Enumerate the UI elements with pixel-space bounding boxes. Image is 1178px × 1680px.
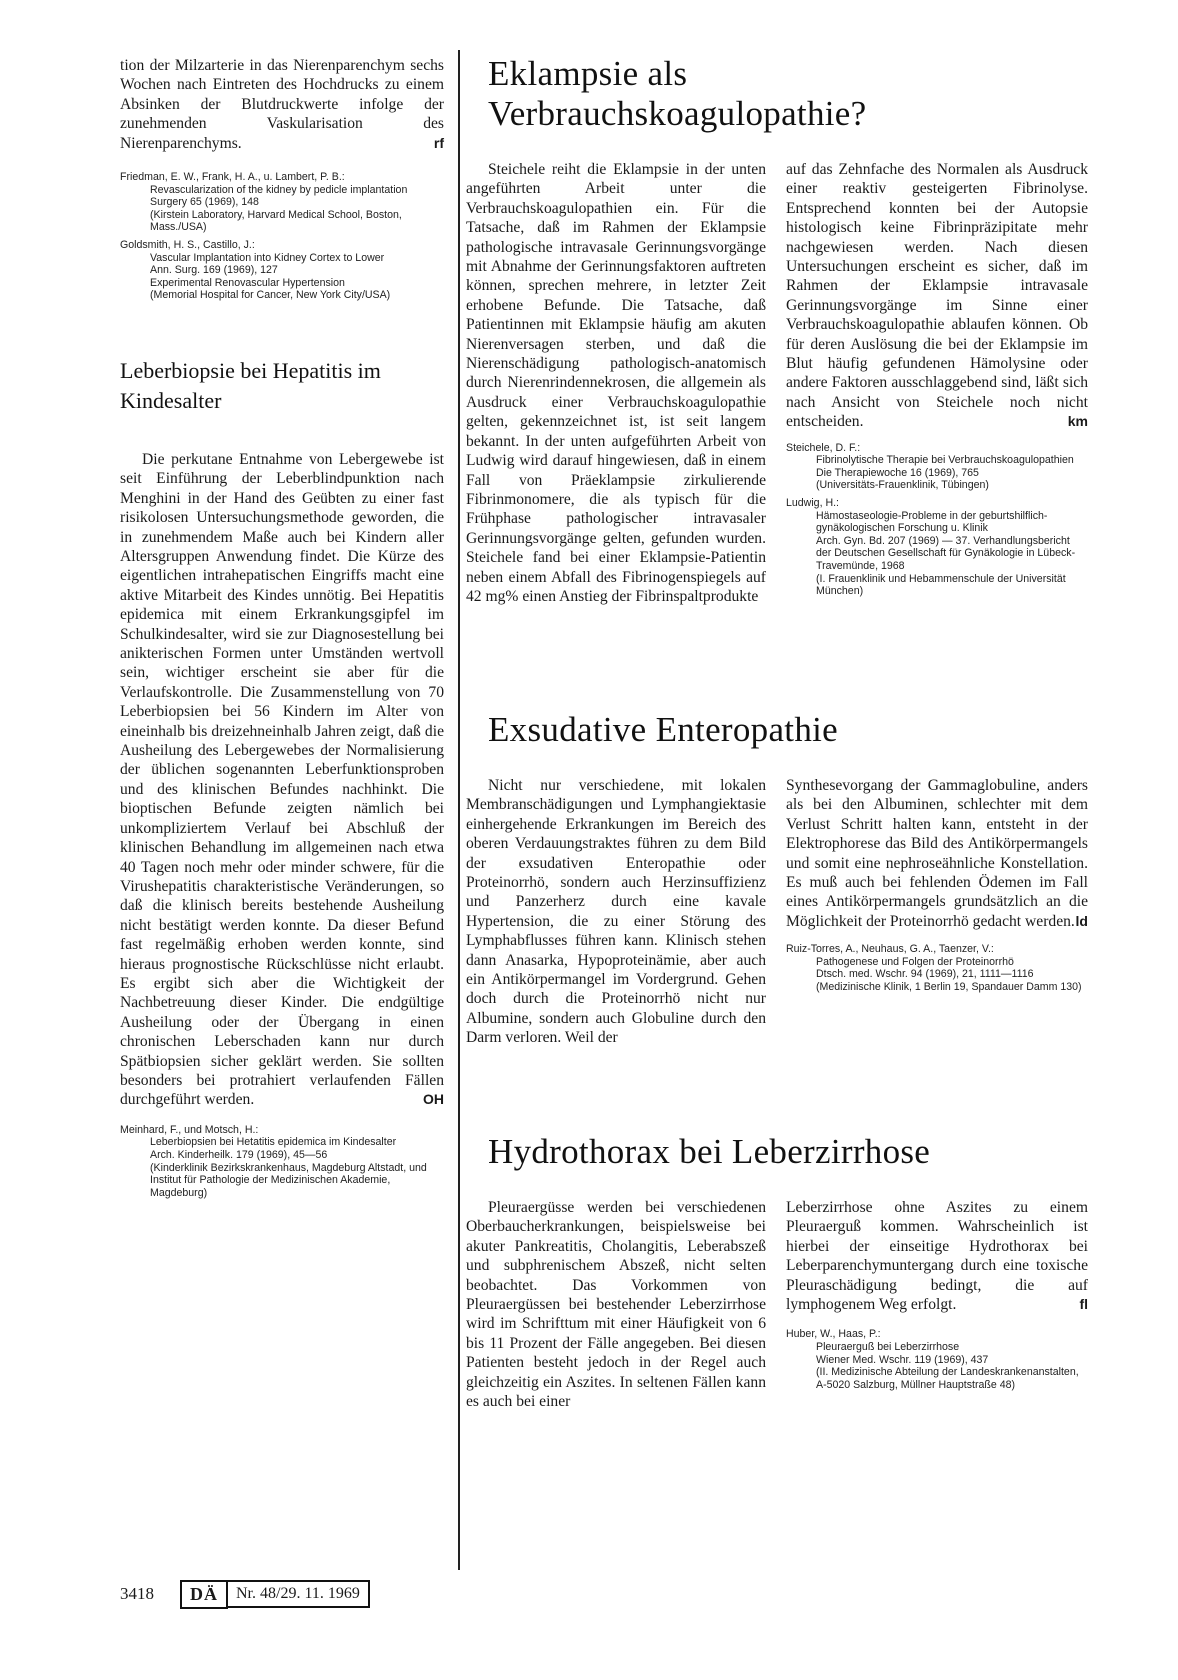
reference-line: Wiener Med. Wschr. 119 (1969), 437 bbox=[816, 1353, 989, 1366]
exsudative-column-2 bbox=[786, 776, 1088, 999]
eklampsie-references bbox=[786, 442, 1088, 598]
reference-author: Friedman, E. W., Frank, H. A., u. Lambert, P. B.: bbox=[120, 171, 345, 184]
reference-line: Pathogenese und Folgen der Proteinorrhö bbox=[816, 955, 1014, 968]
hydrothorax-references bbox=[786, 1328, 1088, 1391]
reference-line: Hämostaseologie-Probleme in der geburtshilflich-gynäkologischen Forschung u. Klinik bbox=[816, 509, 1048, 535]
reference-line: Revascularization of the kidney by pedicle implantation bbox=[150, 183, 408, 196]
page-number: 3418 bbox=[120, 1584, 154, 1603]
exsudative-references bbox=[786, 943, 1088, 993]
reference-author: Ludwig, H.: bbox=[786, 497, 839, 510]
reference-line: (Memorial Hospital for Cancer, New York City/USA) bbox=[150, 289, 391, 302]
reference-line: (I. Frauenklinik und Hebammenschule der Universität München) bbox=[816, 572, 1066, 598]
eklampsie-column-2 bbox=[786, 160, 1088, 603]
article-title-exsudative: Exsudative Enteropathie bbox=[488, 710, 838, 749]
article-title-leberbiopsie: Leberbiopsie bei Hepatitis im Kindesalter bbox=[120, 357, 381, 413]
exsudative-text-2: Synthesevorgang der Gammaglobuline, anders als bei den Albuminen, schlechter mit dem Verlust Schritt halten kann, entsteht in der Elektrophorese das Bild des Antikörpermangels und somit eine nephroseähnliche Konstellation. Es muß auch bei fehlenden Ödemen im Fall eines Antikörpermangels grundsätzlich an die Möglichkeit der Proteinorrhö gedacht werden. ld bbox=[786, 777, 1088, 930]
reference-line: Leberbiopsien bei Hetatitis epidemica im Kindesalter bbox=[150, 1136, 397, 1149]
reference-line: Arch. Gyn. Bd. 207 (1969) — 37. Verhandlungsbericht der Deutschen Gesellschaft für Gynäkologie in Lübeck-Travemünde, 1968 bbox=[816, 534, 1076, 573]
reference-entry bbox=[786, 1328, 1088, 1391]
eklampsie-signature: km bbox=[1067, 413, 1088, 430]
article-title-hydrothorax: Hydrothorax bei Leberzirrhose bbox=[488, 1132, 931, 1171]
reference-author: Meinhard, F., und Motsch, H.: bbox=[120, 1123, 259, 1136]
reference-entry bbox=[120, 171, 444, 234]
reference-entry bbox=[120, 239, 444, 302]
reference-line: Arch. Kinderheilk. 179 (1969), 45—56 bbox=[150, 1148, 328, 1161]
eklampsie-text-1: Steichele reiht die Eklampsie in der unten angeführten Arbeit unter die Verbrauchskoagulopathien ein. Für die Tatsache, daß im Rahmen der Eklampsie pathologische intravasale Gerinnungsvorgänge mit Abnahme der Gerinnungsfaktoren auftreten können, sprechen mehrere, in letzter Zeit erhobene Befunde. Die Tatsache, daß Patientinnen mit Eklampsie häufig am akuten Nierenversagen sterben, und daß die Nierenschädigung pathologisch-anatomisch durch Nierenrindennekrosen, die allgemein als Ausdruck einer Verbrauchskoagulopathie gelten, gekennzeichnet ist, ist seit langem bekannt. In der unten aufgeführten Arbeit von Ludwig wird darauf hingewiesen, daß in einem Fall von Präeklampsie zirkulierende Fibrinmonomere, die als typisch für die Frühphase pathologischer intravasaler Gerinnungsvorgänge gelten, gefunden wurden. Steichele fand bei einer Eklampsie-Patientin neben einem Abfall des Fibrinogenspiegels auf 42 mg% einen Anstieg der Fibrinspaltprodukte bbox=[466, 161, 766, 605]
hydrothorax-column-1 bbox=[466, 1198, 766, 1411]
intro-references bbox=[120, 171, 444, 302]
article-body-leberbiopsie: Die perkutane Entnahme von Lebergewebe ist seit Einführung der Leberblindpunktion nach Menghini in der Hand des Geübten zu einer fast risikolosen Untersuchungsmethode geworden, die in zunehmendem Maße auch bei Kindern aller Altersgruppen Anwendung findet. Die Kürze des eigentlichen intrahepatischen Eingriffs macht eine aktive Mitarbeit des Kindes unnötig. Bei Hepatitis epidemica mit einem Erkrankungsgipfel im Schulkindesalter, wird sie zur Diagnosestellung bei anikterischen Formen unter Umständen wertvoll sein, wichtiger erscheint sie aber für die Verlaufskontrolle. Die Zusammenstellung von 70 Leberbiopsien bei 56 Kindern im Alter von eineinhalb bis dreizehneinhalb Jahren zeigt, daß die Ausheilung des Lebergewebes der Normalisierung der üblichen sogenannten Leberfunktionsproben und des klinischen Befundes nachhinkt. Die bioptischen Befunde zeigten nämlich bei unkompliziertem Verlauf bei Abschluß der klinischen Behandlung im allgemeinen nach etwa 40 Tagen noch mehr oder minder schwere, für die Virushepatitis charakteristische Veränderungen, so daß die klinisch bereits bestehende Ausheilung nicht bestätigt werden konnte. Da dieser Befund fast regelmäßig erhoben werden konnte, sind hieraus prognostische Rückschlüsse nicht erlaubt. Es ergibt sich aber die Wichtigkeit der Nachbetreuung dieser Kinder. Die endgültige Ausheilung oder der Übergang in einen chronischen Leberschaden kann nur durch Spätbiopsien sicher geklärt werden. Sie sollten besonders bei protrahiert verlaufenden Fällen durchgeführt werden. OH bbox=[120, 450, 444, 1109]
hydrothorax-text-1: Pleuraergüsse werden bei verschiedenen Oberbaucherkrankungen, beispielsweise bei akuter Pankreatitis, Cholangitis, Leberabszeß und subphrenischem Abszeß, nicht selten beobachtet. Das Vorkommen von Pleuraergüssen bei bestehender Leberzirrhose wird im Schrifttum mit einer Häufigkeit von 6 bis 11 Prozent der Fälle angegeben. Bei diesen Patienten besteht jedoch in der Regel auch gleichzeitig ein Aszites. In seltenen Fällen kann es auch bei einer bbox=[466, 1199, 766, 1411]
eklampsie-column-1 bbox=[466, 160, 766, 606]
hydrothorax-signature: fl bbox=[1079, 1296, 1088, 1313]
reference-entry bbox=[786, 497, 1088, 598]
exsudative-signature: ld bbox=[1075, 912, 1088, 929]
left-column bbox=[120, 56, 444, 1204]
article-references-leberbiopsie bbox=[120, 1124, 444, 1200]
reference-line: Experimental Renovascular Hypertension bbox=[150, 276, 345, 289]
intro-signature: rf bbox=[433, 134, 444, 151]
reference-line: Dtsch. med. Wschr. 94 (1969), 21, 1111—1116 bbox=[816, 968, 1034, 981]
issue-label: Nr. 48/29. 11. 1969 bbox=[228, 1580, 370, 1608]
column-divider bbox=[458, 50, 460, 1570]
reference-line: (Kirstein Laboratory, Harvard Medical School, Boston, Mass./USA) bbox=[150, 208, 402, 234]
reference-line: Pleuraerguß bei Leberzirrhose bbox=[816, 1341, 960, 1354]
hydrothorax-column-2 bbox=[786, 1198, 1088, 1396]
reference-author: Huber, W., Haas, P.: bbox=[786, 1328, 881, 1341]
journal-logo: DÄ bbox=[180, 1580, 228, 1609]
hydrothorax-text-2: Leberzirrhose ohne Aszites zu einem Pleuraerguß kommen. Wahrscheinlich ist hierbei der einseitige Hydrothorax bei Leberparenchymuntergang durch eine toxische Pleuraschädigung bedingt, die auf lymphogenem Weg erfolgt. fl bbox=[786, 1199, 1088, 1314]
reference-line: (Medizinische Klinik, 1 Berlin 19, Spandauer Damm 130) bbox=[816, 981, 1082, 994]
reference-entry bbox=[786, 943, 1088, 993]
reference-line: (II. Medizinische Abteilung der Landeskrankenanstalten, A-5020 Salzburg, Müllner Hauptstraße 48) bbox=[816, 1366, 1079, 1391]
eklampsie-text-2: auf das Zehnfache des Normalen als Ausdruck einer reaktiv gesteigerten Fibrinolyse. Entsprechend konnten bei der Autopsie histologisch keine Fibrinpräzipitate mehr nachgewiesen werden. Nach diesen Untersuchungen erscheint es sicher, daß im Rahmen der Eklampsie intravasale Gerinnungsvorgänge im Sinne einer Verbrauchskoagulopathie ablaufen können. Ob für deren Auslösung die bei der Eklampsie im Blut häufig gefundenen Hämolysine oder andere Faktoren ausschlaggebend sind, läßt sich nach Ansicht von Steichele noch nicht entscheiden. km bbox=[786, 161, 1088, 431]
reference-line: Ann. Surg. 169 (1969), 127 bbox=[150, 264, 278, 277]
reference-author: Ruiz-Torres, A., Neuhaus, G. A., Taenzer, V.: bbox=[786, 943, 994, 956]
reference-line: Fibrinolytische Therapie bei Verbrauchskoagulopathien bbox=[816, 454, 1074, 467]
page-footer bbox=[120, 1577, 370, 1611]
reference-entry bbox=[120, 1124, 444, 1200]
reference-line: (Kinderklinik Bezirkskrankenhaus, Magdeburg Altstadt, und Institut für Pathologie der Medizinischen Akademie, Magdeburg) bbox=[150, 1161, 427, 1199]
reference-line: Surgery 65 (1969), 148 bbox=[150, 196, 259, 209]
intro-paragraph: tion der Milzarterie in das Nierenparenchym sechs Wochen nach Eintreten des Hochdrucks zu einem Absinken der Blutdruckwerte infolge der zunehmenden Vaskularisation des Nierenparenchyms. rf bbox=[120, 57, 444, 152]
reference-line: Die Therapiewoche 16 (1969), 765 bbox=[816, 466, 979, 479]
reference-entry bbox=[786, 442, 1088, 492]
reference-line: Vascular Implantation into Kidney Cortex to Lower bbox=[150, 251, 385, 264]
article-title-eklampsie: Eklampsie als Verbrauchskoagulopathie? bbox=[488, 54, 867, 133]
reference-author: Steichele, D. F.: bbox=[786, 441, 861, 454]
exsudative-column-1 bbox=[466, 776, 766, 1048]
reference-line: (Universitäts-Frauenklinik, Tübingen) bbox=[816, 479, 989, 492]
article-signature-leberbiopsie: OH bbox=[423, 1091, 444, 1108]
exsudative-text-1: Nicht nur verschiedene, mit lokalen Membranschädigungen und Lymphangiektasie einhergehende Erkrankungen im Bereich des oberen Verdauungstraktes führen zu dem Bild der exsudativen Enteropathie oder Proteinorrhö, sondern auch Herzinsuffizienz und Panzerherz durch eine kavale Hypertension, die zu einer Störung des Lymphabflusses führen kann. Klinisch stehen dann Anasarka, Hypoproteinämie, aber auch ein Antikörpermangel im Vordergrund. Gehen doch durch die Proteinorrhö nicht nur Albumine, sondern auch Globuline durch den Darm verloren. Weil der bbox=[466, 777, 766, 1047]
reference-author: Goldsmith, H. S., Castillo, J.: bbox=[120, 239, 255, 251]
